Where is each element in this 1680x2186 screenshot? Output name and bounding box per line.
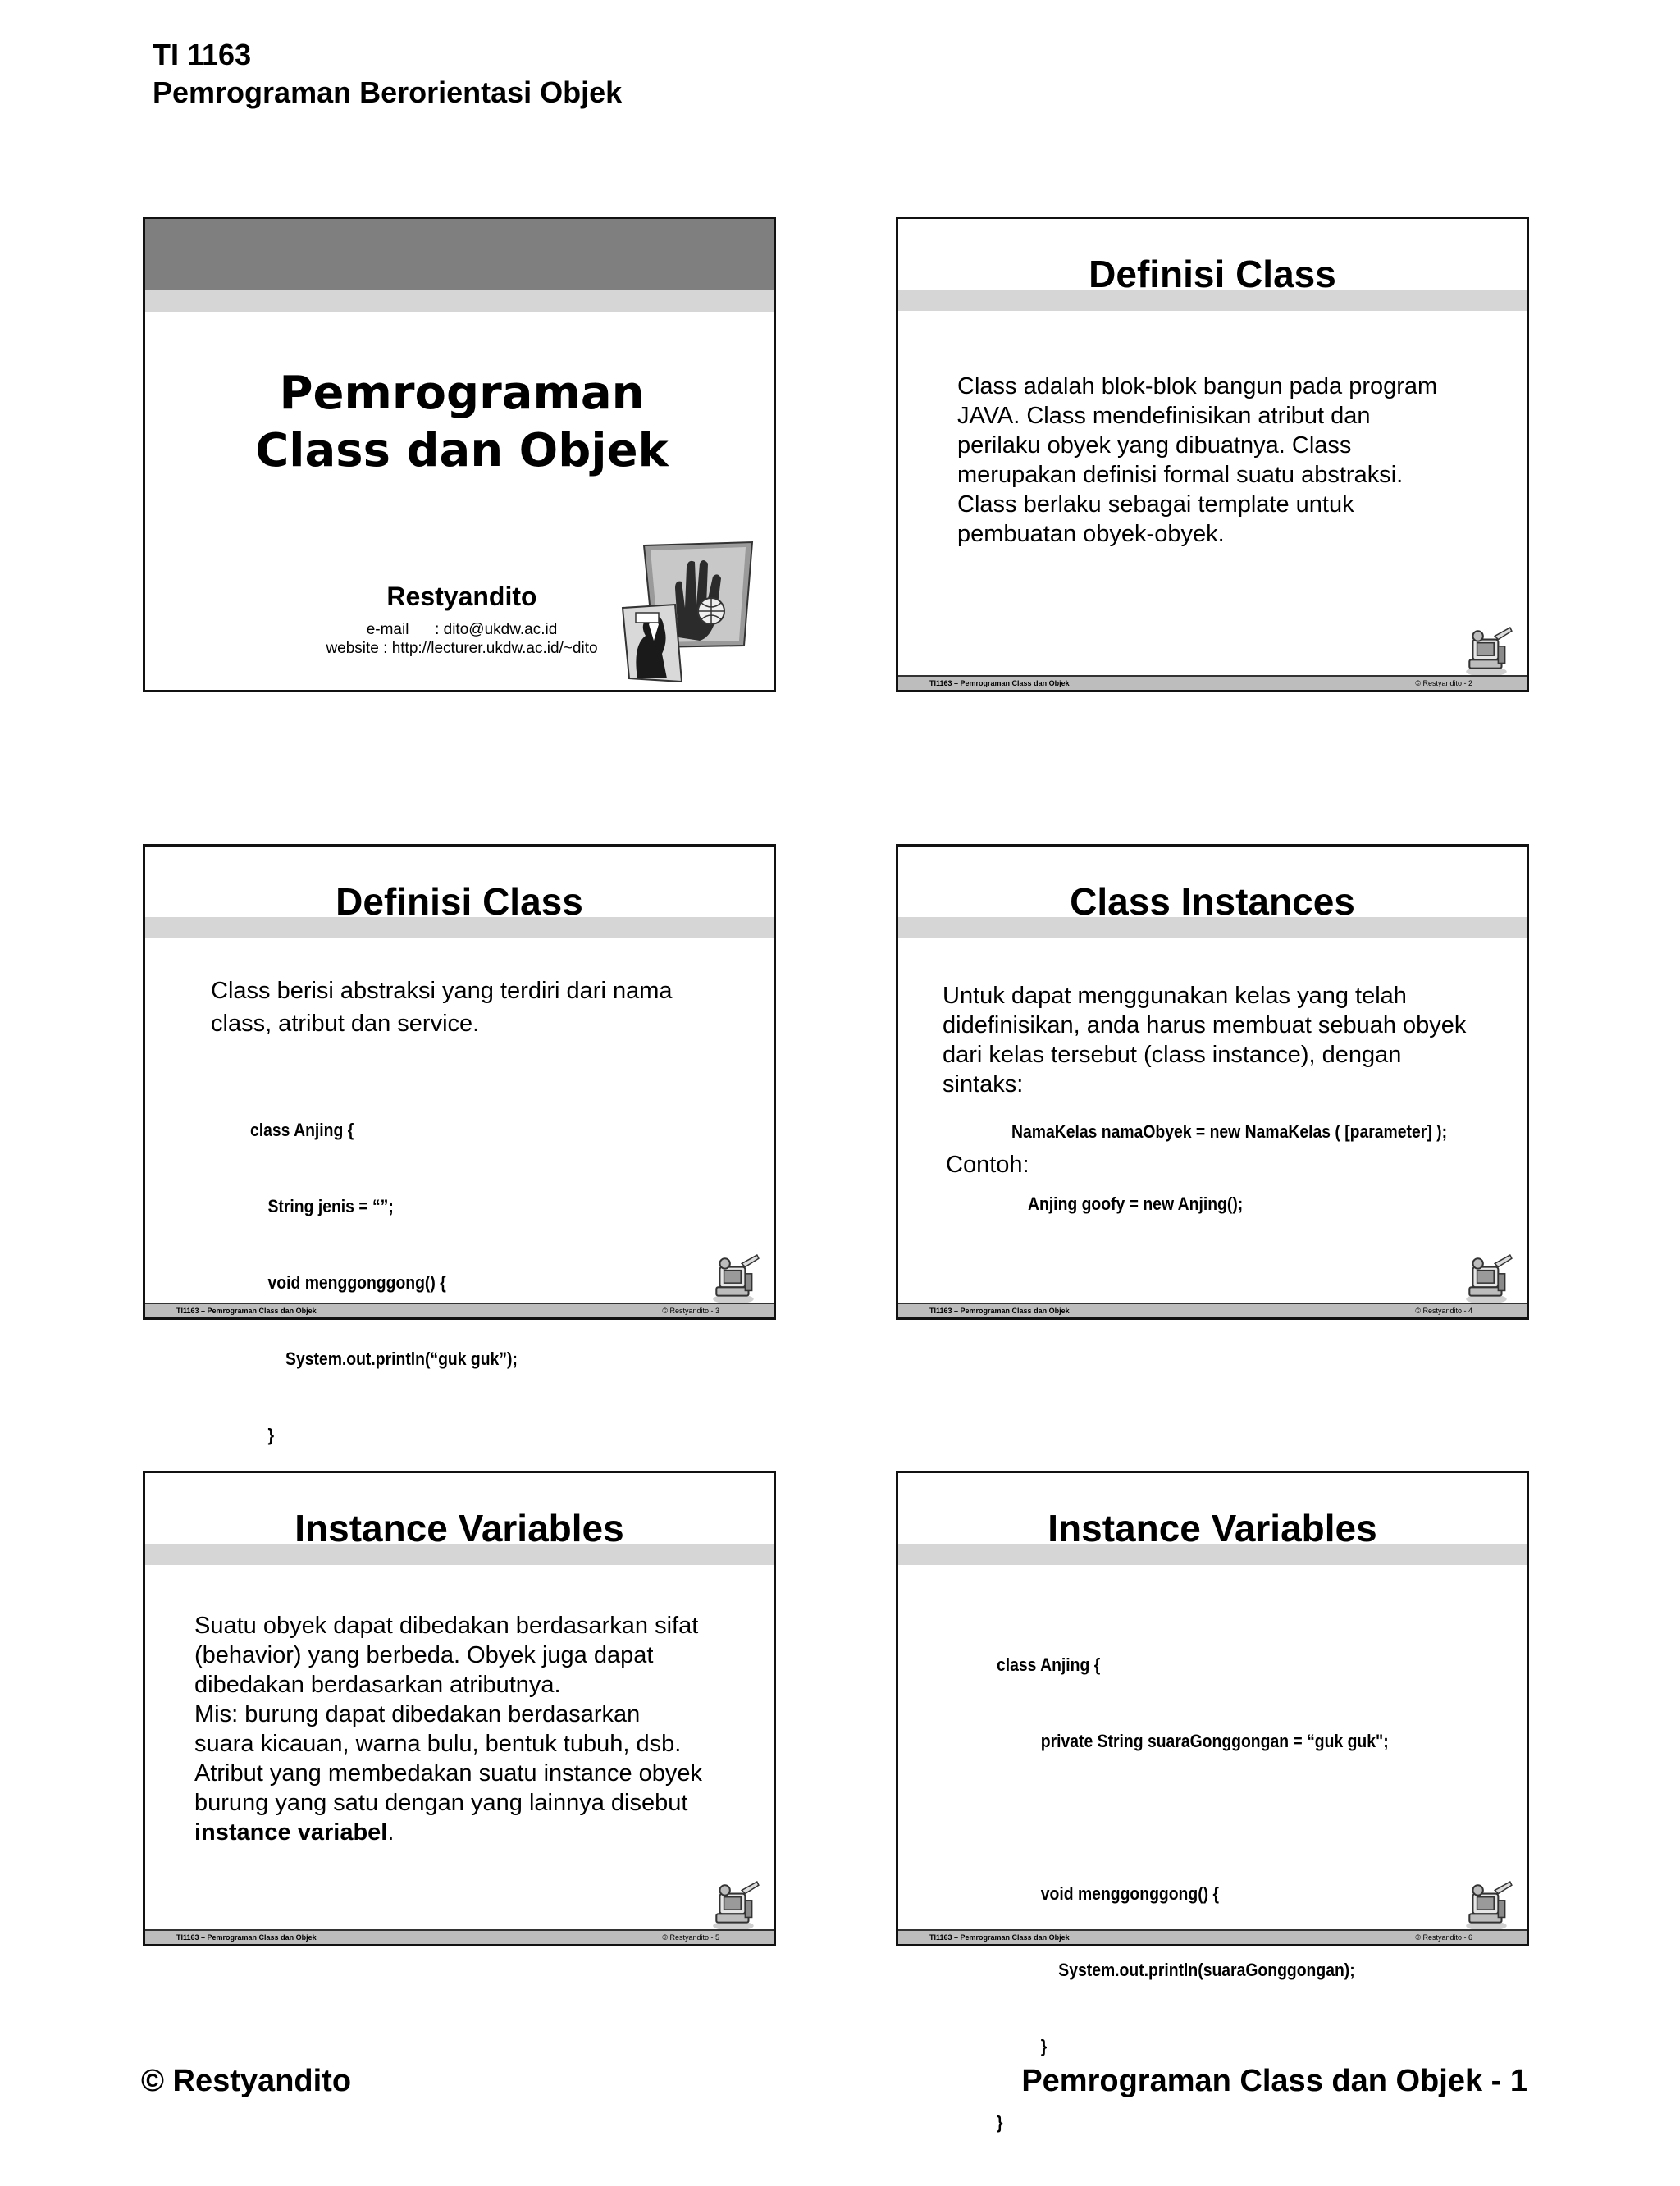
slide-title: Definisi Class <box>336 880 583 923</box>
example-code: Anjing goofy = new Anjing(); <box>1028 1193 1244 1214</box>
author-name: Restyandito <box>386 582 537 611</box>
code-line: System.out.println(suaraGonggongan); <box>997 1960 1355 1980</box>
body-line: Mis: burung dapat dibedakan berdasarkan <box>194 1701 641 1727</box>
slide-body <box>211 974 673 1040</box>
slide-footer-course: TI1163 – Pemrograman Class dan Objek <box>176 1933 317 1942</box>
code-line: class Anjing { <box>250 1120 354 1140</box>
computer-icon <box>1461 624 1515 678</box>
code-line: String jenis = “”; <box>250 1196 394 1216</box>
slide-footer-page: © Restyandito - 4 <box>1415 1307 1472 1315</box>
computer-icon <box>1461 1878 1515 1933</box>
slide-footer-page: © Restyandito - 5 <box>662 1933 719 1942</box>
body-line: Class berisi abstraksi yang terdiri dari nama <box>211 978 673 1004</box>
body-line: merupakan definisi formal suatu abstraksi. <box>957 462 1404 488</box>
body-line: class, atribut dan service. <box>211 1011 480 1037</box>
slide-footer <box>145 1303 774 1317</box>
computer-icon <box>708 1252 762 1306</box>
code-line: class Anjing { <box>997 1654 1101 1675</box>
slide-body <box>194 1611 702 1847</box>
code-line: private String suaraGonggongan = “guk guk"; <box>997 1731 1389 1751</box>
slide-body <box>957 372 1437 549</box>
computer-icon <box>708 1878 762 1933</box>
slide-title: Class Instances <box>1070 880 1355 923</box>
body-line: burung yang satu dengan yang lainnya disebut <box>194 1790 688 1816</box>
course-code: TI 1163 <box>153 38 252 71</box>
page-header <box>153 36 622 112</box>
body-line: pembuatan obyek-obyek. <box>957 521 1225 547</box>
code-line: void menggonggong() { <box>250 1272 446 1293</box>
body-line: suara kicauan, warna bulu, bentuk tubuh, dsb. <box>194 1731 682 1757</box>
code-line: System.out.println(“guk guk”); <box>250 1349 518 1369</box>
body-line: perilaku obyek yang dibuatnya. Class <box>957 432 1352 459</box>
code-line: } <box>997 2036 1048 2056</box>
syntax-code: NamaKelas namaObyek = new NamaKelas ( [parameter] ); <box>1011 1121 1448 1142</box>
hand-clipart-icon <box>621 539 760 682</box>
slide-5 <box>143 1471 776 1946</box>
slide-top-bar <box>145 219 774 290</box>
slide-footer <box>145 1929 774 1944</box>
body-line: Class adalah blok-blok bangun pada program <box>957 373 1438 399</box>
slide-footer <box>898 1929 1527 1944</box>
slide-footer-course: TI1163 – Pemrograman Class dan Objek <box>176 1307 317 1315</box>
slide-4 <box>896 844 1529 1320</box>
slide-footer <box>898 1303 1527 1317</box>
code-line: void menggonggong() { <box>997 1883 1220 1904</box>
slide-body <box>943 981 1466 1099</box>
body-line <box>194 1818 702 1847</box>
slide-footer-course: TI1163 – Pemrograman Class dan Objek <box>929 1933 1070 1942</box>
slide-title-line-2: Class dan Objek <box>255 424 669 477</box>
slide-title-band <box>145 290 774 312</box>
slide-title-line-1: Pemrograman <box>279 367 645 420</box>
slide-3 <box>143 844 776 1445</box>
page-footer-copyright: © Restyandito <box>141 2064 352 2098</box>
sentence-end: . <box>387 1819 395 1846</box>
body-line: dari kelas tersebut (class instance), dengan <box>943 1042 1402 1068</box>
slide-title: Instance Variables <box>1048 1507 1377 1549</box>
slide-footer-course: TI1163 – Pemrograman Class dan Objek <box>929 679 1070 687</box>
example-label: Contoh: <box>946 1152 1029 1178</box>
slide-footer-course: TI1163 – Pemrograman Class dan Objek <box>929 1307 1070 1315</box>
code-line: } <box>250 1425 275 1445</box>
body-line: Atribut yang membedakan suatu instance obyek <box>194 1760 703 1787</box>
code-line <box>997 1805 1389 1830</box>
slide-2 <box>896 217 1529 692</box>
body-line: didefinisikan, anda harus membuat sebuah obyek <box>943 1012 1467 1038</box>
page-footer-label: Pemrograman Class dan Objek - 1 <box>1021 2064 1527 2098</box>
author-email: e-mail : dito@ukdw.ac.id <box>366 621 558 638</box>
body-line: dibedakan berdasarkan atributnya. <box>194 1672 561 1698</box>
body-line: sintaks: <box>943 1071 1024 1098</box>
slide-footer-page: © Restyandito - 2 <box>1415 679 1472 687</box>
body-line: Untuk dapat menggunakan kelas yang telah <box>943 983 1407 1009</box>
body-line: JAVA. Class mendefinisikan atribut dan <box>957 403 1371 429</box>
body-line: Class berlaku sebagai template untuk <box>957 491 1354 518</box>
slide-1 <box>143 217 776 692</box>
author-website: website : http://lecturer.ukdw.ac.id/~dito <box>326 640 598 657</box>
body-line: (behavior) yang berbeda. Obyek juga dapat <box>194 1642 654 1668</box>
slide-title: Instance Variables <box>294 1507 624 1549</box>
body-line: Suatu obyek dapat dibedakan berdasarkan sifat <box>194 1613 699 1639</box>
slide-footer <box>898 675 1527 690</box>
slide-footer-page: © Restyandito - 3 <box>662 1307 719 1315</box>
slide-title <box>145 365 778 480</box>
computer-icon <box>1461 1252 1515 1306</box>
slide-title: Definisi Class <box>1089 253 1336 295</box>
course-name: Pemrograman Berorientasi Objek <box>153 75 623 109</box>
slide-footer-page: © Restyandito - 6 <box>1415 1933 1472 1942</box>
code-line: } <box>997 2112 1003 2133</box>
emphasis-text: instance variabel <box>194 1819 388 1846</box>
